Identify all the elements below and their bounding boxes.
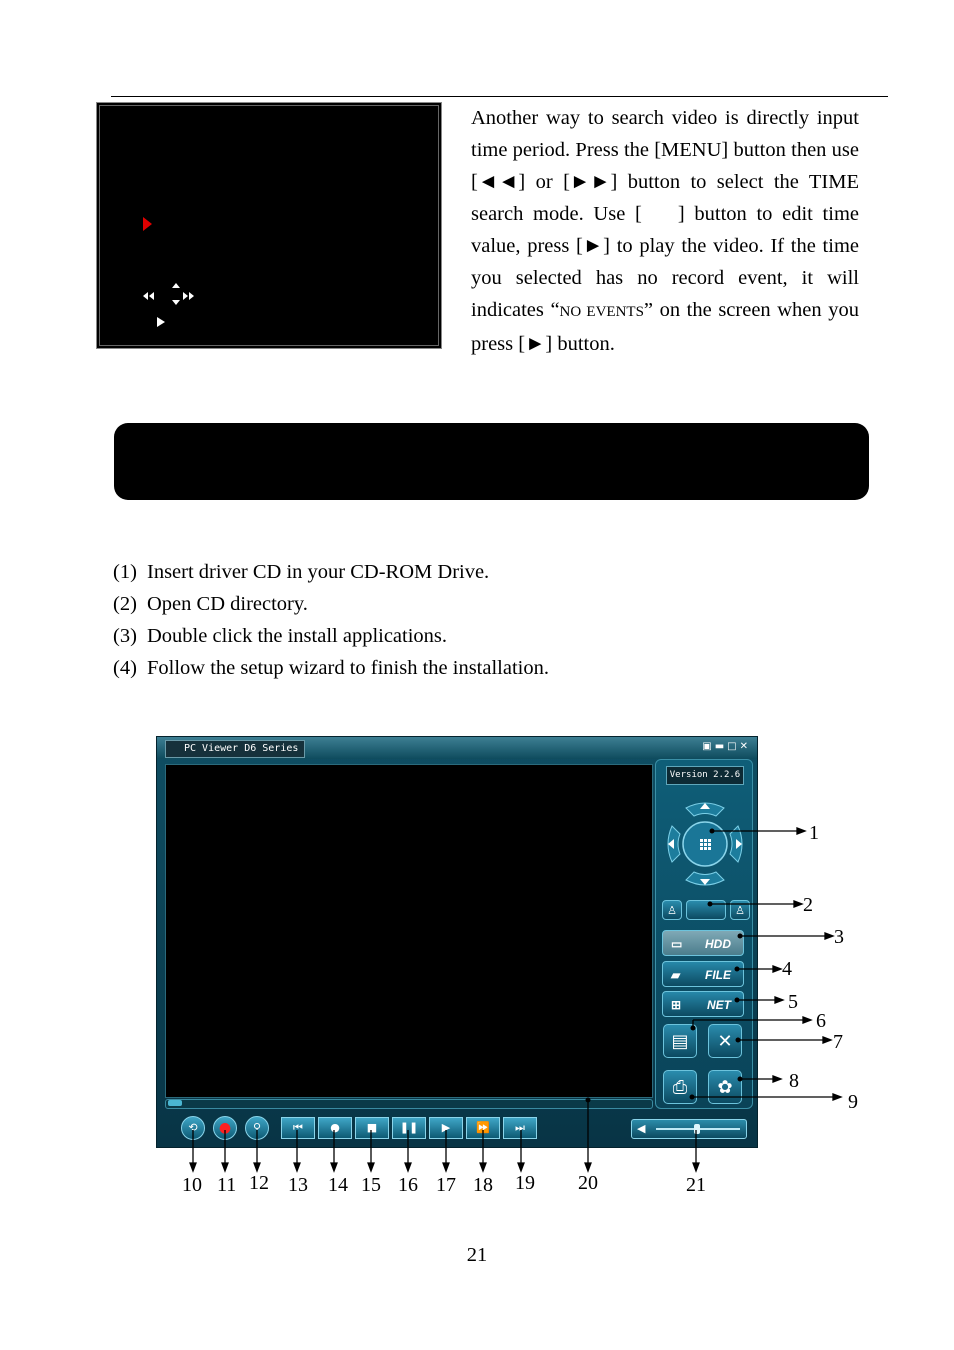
callout-label: 2	[803, 894, 813, 916]
callout-label: 3	[834, 926, 844, 948]
document-icon: ▤	[671, 1031, 689, 1052]
callout-label: 15	[361, 1174, 381, 1196]
para-part-1: Another way to search video is directly input time period. Press the [MENU] button then use [◄◄] or [►►] button to select the TIME search mode. Use [	[471, 107, 859, 225]
callout-label: 7	[833, 1031, 843, 1053]
hdd-icon: ▭	[671, 937, 683, 951]
callout-label: 13	[288, 1174, 308, 1196]
skip-forward-icon: ⏭	[515, 1121, 525, 1134]
hdd-label: HDD	[705, 937, 731, 951]
play-icon: ▶	[441, 1121, 451, 1134]
step-number: (1)	[113, 561, 137, 583]
step-number: (2)	[113, 593, 137, 615]
callout-label: 21	[686, 1174, 706, 1196]
callout-label: 18	[473, 1174, 493, 1196]
step-text: Open CD directory.	[147, 593, 308, 615]
skip-back-icon: ⏮	[293, 1121, 303, 1134]
minimize-icon[interactable]: ▬	[714, 741, 728, 752]
callout-label: 4	[782, 958, 792, 980]
backup-icon: ⟲	[188, 1121, 198, 1134]
network-icon: ⊞	[671, 998, 682, 1012]
pause-icon: ❚❚	[399, 1121, 419, 1134]
callout-label: 17	[436, 1174, 456, 1196]
flower-icon: ✿	[717, 1077, 733, 1098]
printer-icon: ⎙	[672, 1077, 688, 1098]
callout-label: 12	[249, 1172, 269, 1194]
para-part-2: ] button to edit time value, press [►] to play the video. If the time you selected has no record event, it will indicates “	[471, 203, 859, 321]
maximize-icon[interactable]: □	[727, 741, 740, 752]
step-number: (3)	[113, 625, 137, 647]
folder-icon: ▰	[671, 968, 681, 982]
para-part-3: ” on the screen when you press [►] button.	[471, 299, 859, 355]
callout-label: 20	[578, 1172, 598, 1194]
callout-label: 9	[848, 1091, 858, 1113]
record-icon: ●	[218, 1120, 232, 1136]
version-text: Version 2.2.6	[669, 770, 741, 780]
callout-label: 16	[398, 1174, 418, 1196]
callout-label: 19	[515, 1172, 535, 1194]
step-text: Insert driver CD in your CD-ROM Drive.	[147, 561, 490, 583]
step-text: Double click the install applications.	[147, 625, 448, 647]
callout-label: 14	[328, 1174, 348, 1196]
close-icon[interactable]: ✕	[739, 741, 751, 752]
callout-label: 6	[816, 1010, 826, 1032]
app-title-text: PC Viewer D6 Series	[184, 743, 299, 754]
user-icon: ♙	[667, 904, 677, 917]
file-label: FILE	[705, 968, 731, 982]
circle-icon: ●	[330, 1121, 340, 1134]
user-remove-icon: ♙	[735, 904, 745, 917]
search-icon: ⚲	[252, 1121, 262, 1134]
callout-label: 8	[789, 1070, 799, 1092]
step-number: (4)	[113, 657, 137, 679]
speaker-icon: ◀	[637, 1122, 646, 1135]
step-text: Follow the setup wizard to finish the installation.	[147, 657, 549, 679]
callout-label: 5	[788, 991, 798, 1013]
stop-icon: ■	[366, 1121, 378, 1134]
callout-label: 1	[809, 822, 819, 844]
callout-label: 11	[217, 1174, 237, 1196]
net-label: NET	[707, 998, 731, 1012]
restore-icon[interactable]: ▣	[702, 741, 715, 752]
no-events-text: NO EVENTS	[559, 304, 644, 320]
page-number: 21	[466, 1244, 488, 1266]
callout-label: 10	[182, 1174, 202, 1196]
wrench-icon: ✕	[717, 1031, 733, 1052]
fast-forward-icon: ⏩	[476, 1121, 490, 1134]
